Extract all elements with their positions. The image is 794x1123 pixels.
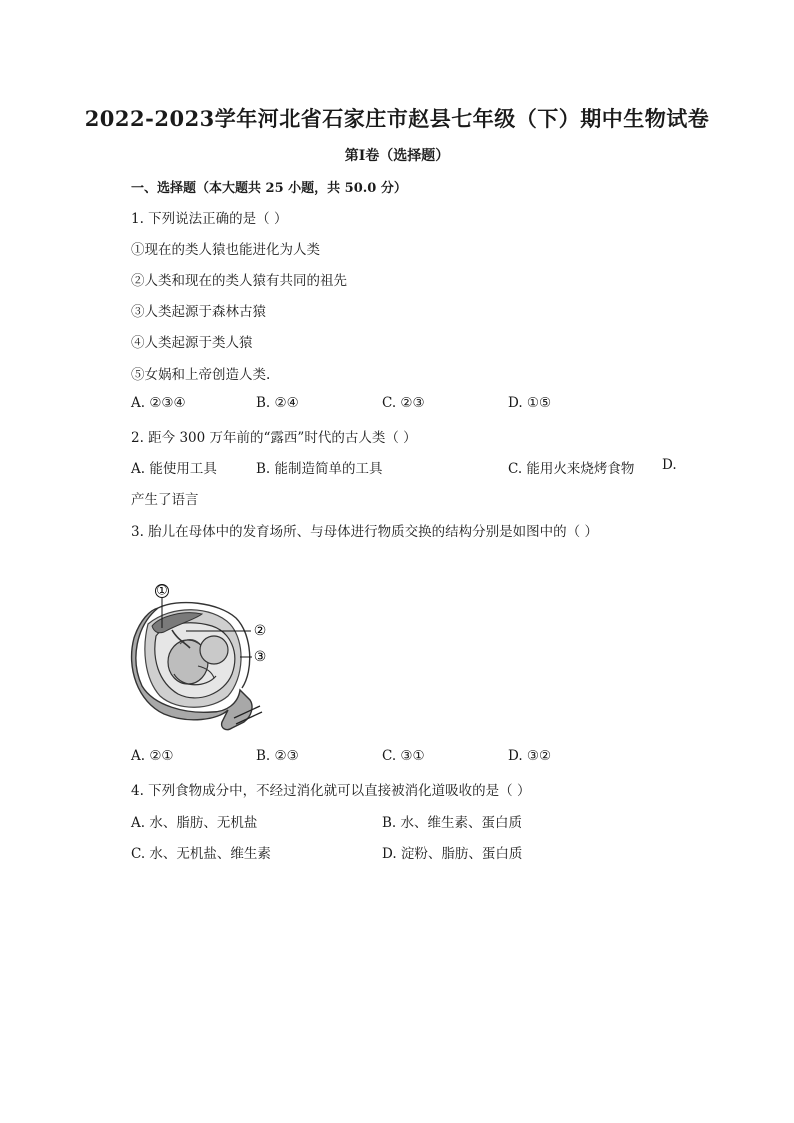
question-1-option-a: A. ②③④	[131, 395, 186, 411]
question-2-option-b: B. 能制造简单的工具	[256, 461, 383, 477]
question-3-option-b: B. ②③	[256, 748, 299, 764]
question-1-item: ⑤女娲和上帝创造人类.	[131, 367, 271, 383]
question-4-option-d: D. 淀粉、脂肪、蛋白质	[382, 846, 523, 862]
question-4-option-a: A. 水、脂肪、无机盐	[131, 815, 258, 831]
exam-subtitle: 第Ⅰ卷（选择题）	[344, 148, 450, 164]
question-4-option-c: C. 水、无机盐、维生素	[131, 846, 271, 862]
question-2-option-c: C. 能用火来烧烤食物	[508, 461, 635, 477]
question-4-option-b: B. 水、维生素、蛋白质	[382, 815, 523, 831]
question-1-item: ③人类起源于森林古猿	[131, 304, 266, 320]
figure-label-3: ③	[253, 649, 267, 665]
fetus-in-uterus-figure	[128, 578, 278, 736]
question-3-stem: 3. 胎儿在母体中的发育场所、与母体进行物质交换的结构分别是如图中的（ ）	[131, 524, 598, 540]
question-1-stem: 1. 下列说法正确的是（ ）	[131, 211, 288, 227]
question-4-stem: 4. 下列食物成分中，不经过消化就可以直接被消化道吸收的是（ ）	[131, 783, 531, 799]
question-1-item: ①现在的类人猿也能进化为人类	[131, 242, 320, 258]
question-3-option-a: A. ②①	[131, 748, 174, 764]
section-heading: 一、选择题（本大题共 25 小题，共 50.0 分）	[131, 181, 407, 196]
figure-label-2: ②	[253, 623, 267, 639]
question-3-option-d: D. ③②	[508, 748, 552, 764]
exam-title: 2022-2023学年河北省石家庄市赵县七年级（下）期中生物试卷	[84, 106, 710, 131]
question-1-item: ②人类和现在的类人猿有共同的祖先	[131, 273, 347, 289]
question-2-option-d: D.	[662, 457, 677, 473]
question-2-option-d-text: 产生了语言	[131, 492, 199, 508]
figure-label-1: ①	[156, 583, 168, 599]
question-1-option-d: D. ①⑤	[508, 395, 552, 411]
question-2-stem: 2. 距今 300 万年前的“露西”时代的古人类（ ）	[131, 430, 417, 446]
question-3-option-c: C. ③①	[382, 748, 425, 764]
question-1-option-c: C. ②③	[382, 395, 425, 411]
question-2-option-a: A. 能使用工具	[131, 461, 217, 477]
question-1-item: ④人类起源于类人猿	[131, 335, 253, 351]
question-1-option-b: B. ②④	[256, 395, 299, 411]
